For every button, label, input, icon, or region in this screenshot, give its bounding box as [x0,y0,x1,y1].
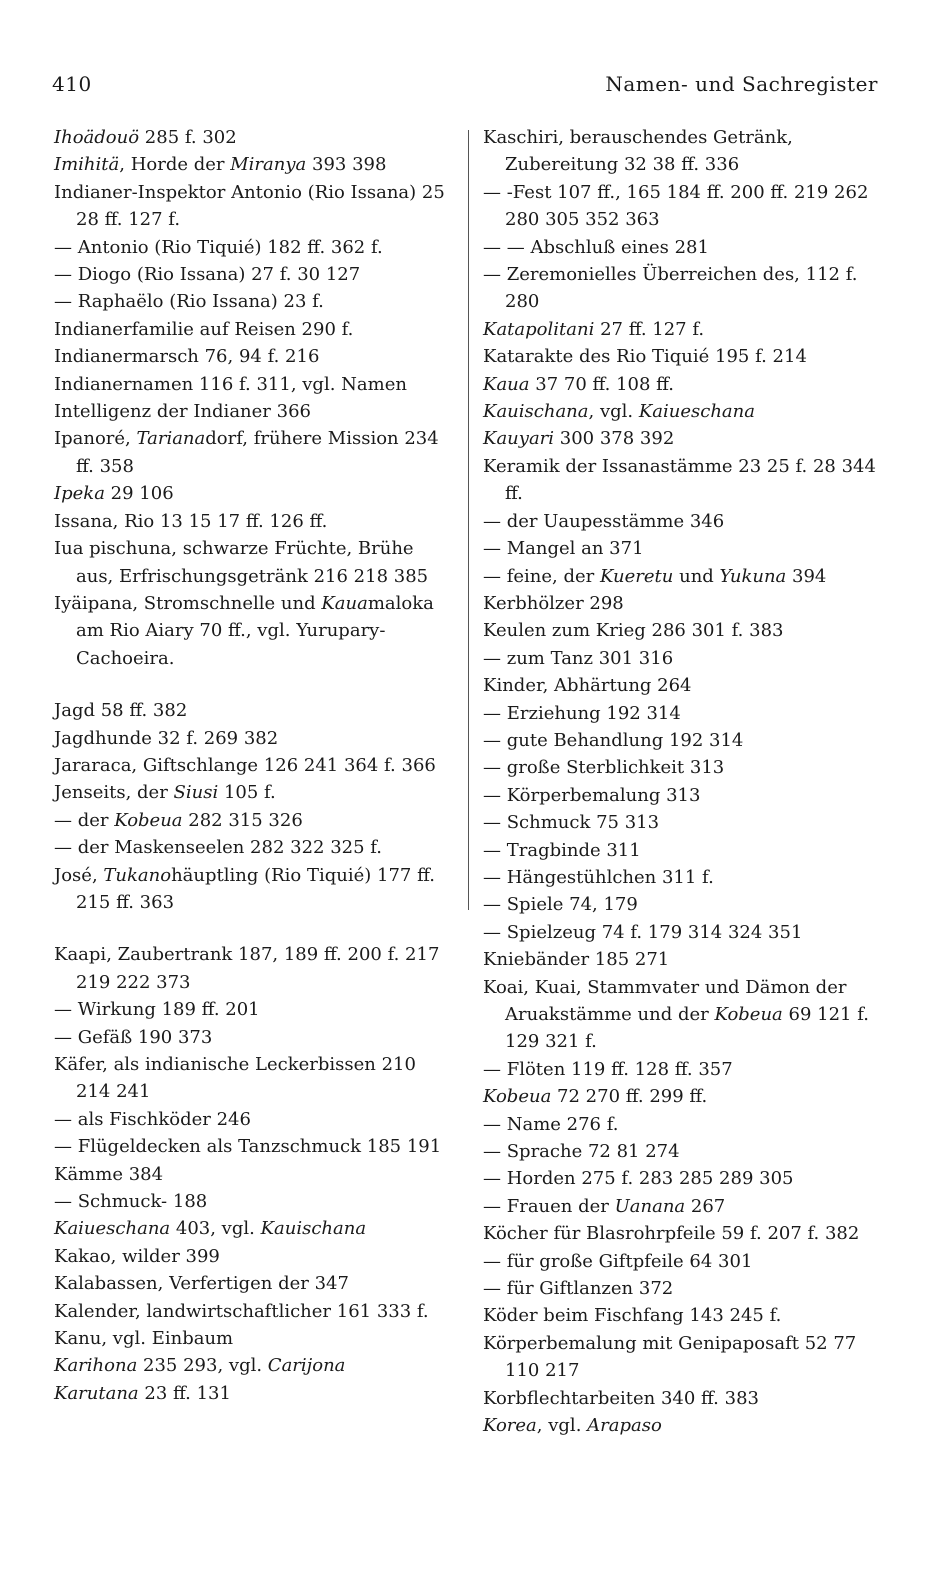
index-entry: Jagdhunde 32 f. 269 382 [54,727,279,749]
index-entry: Jenseits, der Siusi 105 f. [54,782,276,804]
section-gap [54,672,454,697]
index-entry: — Erziehung 192 314 [483,702,681,724]
index-entry: — Flügeldecken als Tanzschmuck 185 191 [54,1136,442,1158]
index-entry: Kaschiri, berauschendes Getränk, Zubereitung 32 38 ff. 336 [483,127,793,176]
index-entry: Korbflechtarbeiten 340 ff. 383 [483,1387,759,1409]
index-entry: Ipanoré, Tarianadorf, frühere Mission 234 ff. 358 [54,428,439,477]
index-entry: Karihona 235 293, vgl. Carijona [54,1355,346,1377]
column-divider [468,130,469,910]
section-gap [54,916,454,941]
index-entry: — der Uaupesstämme 346 [483,510,725,532]
index-entry: Karutana 23 ff. 131 [54,1382,231,1404]
index-entry: Keulen zum Krieg 286 301 f. 383 [483,620,784,642]
index-entry: Indianernamen 116 f. 311, vgl. Namen [54,373,407,395]
index-entry: — Spiele 74, 179 [483,894,638,916]
index-entry: Köder beim Fischfang 143 245 f. [483,1305,782,1327]
index-entry: Indianermarsch 76, 94 f. 216 [54,346,320,368]
index-entry: Kinder, Abhärtung 264 [483,675,692,697]
index-entry: Katapolitani 27 ff. 127 f. [483,318,705,340]
page-header [52,72,878,102]
index-entry: — — Abschluß eines 281 [483,236,709,258]
index-entry: — für Giftlanzen 372 [483,1278,674,1300]
index-column-left [54,124,454,1407]
index-entry: Intelligenz der Indianer 366 [54,401,311,423]
index-entry: Jagd 58 ff. 382 [54,700,188,722]
index-entry: Korea, vgl. Arapaso [483,1415,662,1437]
index-entry: — Diogo (Rio Issana) 27 f. 30 127 [54,264,361,286]
index-entry: Jararaca, Giftschlange 126 241 364 f. 366 [54,754,436,776]
index-entry: — für große Giftpfeile 64 301 [483,1250,753,1272]
index-entry: Kniebänder 185 271 [483,949,670,971]
index-entry: — Schmuck 75 313 [483,812,660,834]
index-entry: — Tragbinde 311 [483,839,641,861]
index-entry: Iua pischuna, schwarze Früchte, Brühe aus, Erfrischungsgetränk 216 218 385 [54,538,429,587]
index-entry: Kaiueschana 403, vgl. Kauischana [54,1218,367,1240]
running-title: Namen- und Sachregister [605,72,878,96]
index-entry: — Sprache 72 81 274 [483,1141,680,1163]
index-entry: — Name 276 f. [483,1113,619,1135]
index-entry: Issana, Rio 13 15 17 ff. 126 ff. [54,510,328,532]
index-entry: Kämme 384 [54,1163,164,1185]
index-entry: — Gefäß 190 373 [54,1026,213,1048]
index-entry: — Horden 275 f. 283 285 289 305 [483,1168,794,1190]
index-entry: Ipeka 29 106 [54,483,174,505]
index-entry: Kakao, wilder 399 [54,1245,220,1267]
index-entry: Katarakte des Rio Tiquié 195 f. 214 [483,346,807,368]
index-entry: — als Fischköder 246 [54,1108,251,1130]
index-entry: — -Fest 107 ff., 165 184 ff. 200 ff. 219 262 280 305 352 363 [483,181,869,231]
index-entry: — Hängestühlchen 311 f. [483,866,714,888]
index-entry: — Spielzeug 74 f. 179 314 324 351 [483,921,803,943]
index-entry: — Zeremonielles Überreichen des, 112 f. 280 [483,264,858,313]
index-entry: Köcher für Blasrohrpfeile 59 f. 207 f. 382 [483,1223,860,1245]
index-entry: — Antonio (Rio Tiquié) 182 ff. 362 f. [54,236,383,258]
index-entry: — Wirkung 189 ff. 201 [54,999,260,1021]
index-entry: José, Tukanohäuptling (Rio Tiquié) 177 ff. 215 ff. 363 [54,864,435,913]
index-entry: Imihitä, Horde der Miranya 393 398 [54,154,387,176]
index-entry: Körperbemalung mit Genipaposaft 52 77 110 217 [483,1332,857,1382]
index-entry: Käfer, als indianische Leckerbissen 210 214 241 [54,1054,416,1103]
index-entry: Kalender, landwirtschaftlicher 161 333 f. [54,1300,429,1322]
index-entry: — Frauen der Uanana 267 [483,1195,726,1217]
index-entry: Kaapi, Zaubertrank 187, 189 ff. 200 f. 217 219 222 373 [54,944,440,993]
index-entry: Indianerfamilie auf Reisen 290 f. [54,318,354,340]
index-entry: Kaua 37 70 ff. 108 ff. [483,373,675,395]
index-entry: — Mangel an 371 [483,538,644,560]
index-entry: Kobeua 72 270 ff. 299 ff. [483,1086,708,1108]
index-entry: — zum Tanz 301 316 [483,647,674,669]
index-entry: Iyäipana, Stromschnelle und Kauamaloka am Rio Aiary 70 ff., vgl. Yurupary-Cachoeira. [54,592,434,669]
index-entry: — der Kobeua 282 315 326 [54,809,303,831]
index-entry: — Körperbemalung 313 [483,784,701,806]
index-entry: — der Maskenseelen 282 322 325 f. [54,837,383,859]
index-entry: — Flöten 119 ff. 128 ff. 357 [483,1058,733,1080]
index-entry: Keramik der Issanastämme 23 25 f. 28 344 ff. [483,455,876,505]
index-entry: Kauyari 300 378 392 [483,428,675,450]
index-entry: Ihoädouö 285 f. 302 [54,127,237,148]
index-entry: — Raphaëlo (Rio Issana) 23 f. [54,291,324,313]
index-entry: Kalabassen, Verfertigen der 347 [54,1273,349,1295]
index-entry: Indianer-Inspektor Antonio (Rio Issana) 25 28 ff. 127 f. [54,181,445,231]
index-entry: — gute Behandlung 192 314 [483,729,744,751]
index-entry: — große Sterblichkeit 313 [483,757,725,779]
page-number: 410 [52,72,92,96]
index-entry: — feine, der Kueretu und Yukuna 394 [483,565,827,587]
index-entry: Kauischana, vgl. Kaiueschana [483,401,755,423]
index-entry: Kanu, vgl. Einbaum [54,1328,234,1350]
index-column-right [483,124,879,1440]
index-entry: Kerbhölzer 298 [483,592,624,614]
index-entry: — Schmuck- 188 [54,1191,208,1213]
index-entry: Koai, Kuai, Stammvater und Dämon der Aruakstämme und der Kobeua 69 121 f. 129 321 f. [483,976,869,1053]
